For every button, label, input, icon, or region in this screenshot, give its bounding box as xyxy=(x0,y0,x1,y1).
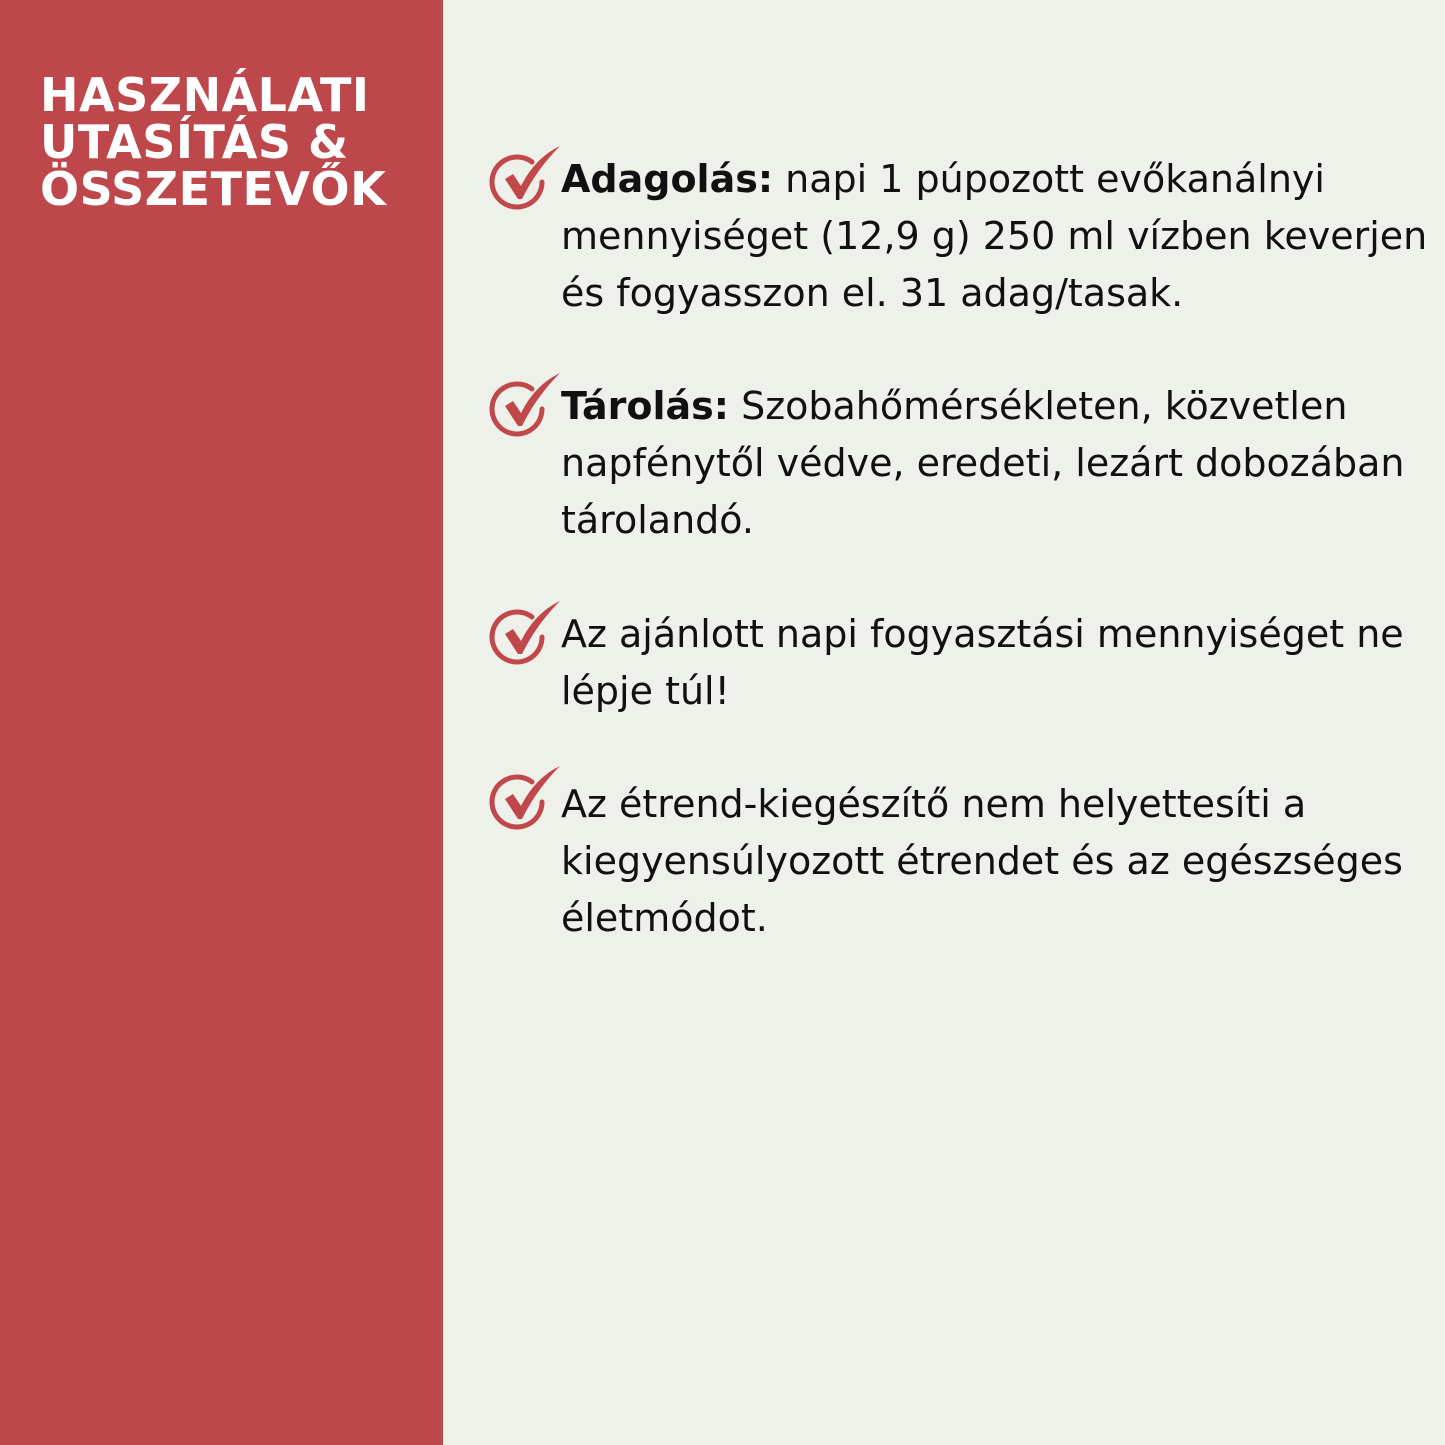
title-line: UTASÍTÁS & xyxy=(40,115,349,169)
instruction-body: Az ajánlott napi fogyasztási mennyiséget ne lépje túl! xyxy=(561,612,1404,713)
instruction-text xyxy=(561,606,1431,720)
check-circle-icon xyxy=(488,601,562,667)
instruction-label: Adagolás: xyxy=(561,157,774,201)
instruction-body: napi 1 púpozott evőkanálnyi mennyiséget (12,9 g) 250 ml vízben keverjen és fogyasszon el. 31 adag/tasak. xyxy=(561,157,1428,315)
page-title xyxy=(40,68,387,216)
instruction-text xyxy=(561,378,1431,549)
title-line: HASZNÁLATI xyxy=(40,68,370,122)
instruction-text xyxy=(561,776,1431,947)
title-line: ÖSSZETEVŐK xyxy=(40,162,387,216)
check-circle-icon xyxy=(488,146,562,212)
instruction-label: Tárolás: xyxy=(561,384,729,428)
check-circle-icon xyxy=(488,766,562,832)
instruction-text xyxy=(561,151,1431,322)
instruction-body: Szobahőmérsékleten, közvetlen napfénytől védve, eredeti, lezárt dobozában tárolandó. xyxy=(561,384,1405,542)
instruction-body: Az étrend-kiegészítő nem helyettesíti a kiegyensúlyozott étrendet és az egészséges életmódot. xyxy=(561,782,1403,940)
left-panel xyxy=(0,0,443,1445)
check-circle-icon xyxy=(488,373,562,439)
